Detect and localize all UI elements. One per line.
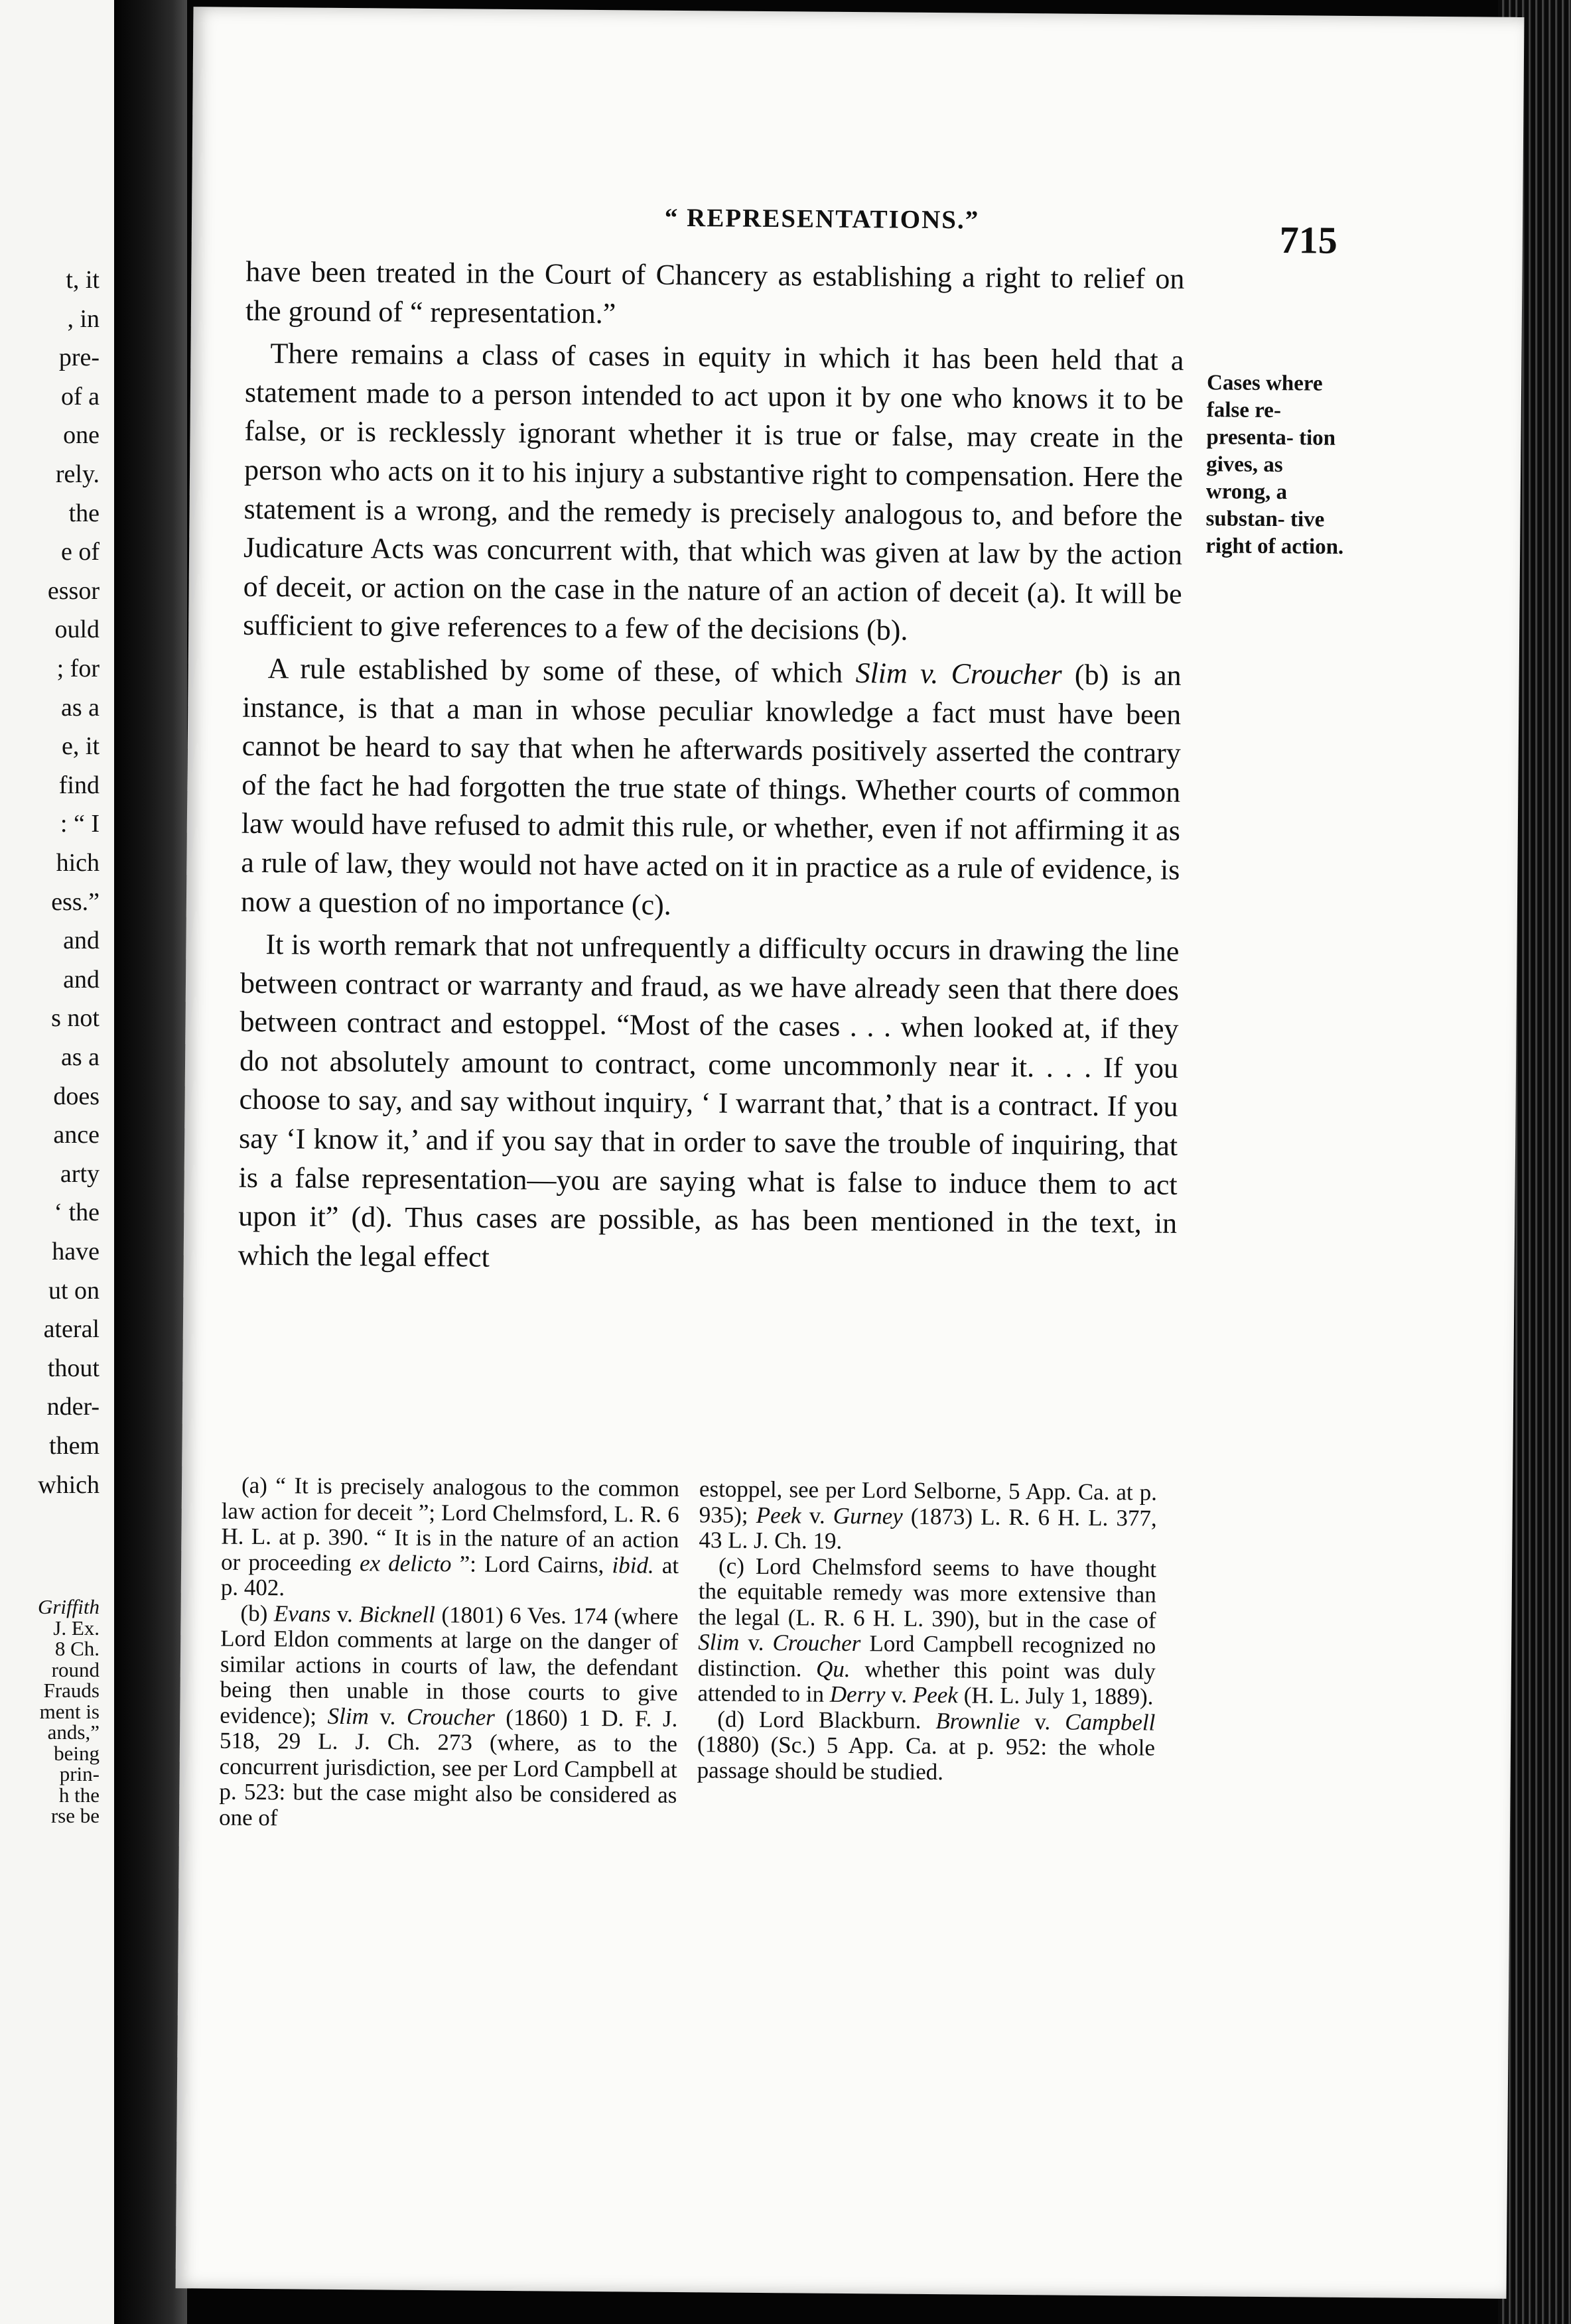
left-page-fragment: does xyxy=(53,1082,100,1110)
left-page-fragment: ess.” xyxy=(51,887,100,916)
left-page-fragment: and xyxy=(63,927,100,955)
paragraph-1: have been treated in the Court of Chancery as establishing a right to relief on the ground of “ representation.” xyxy=(245,255,1185,330)
left-page-fragment: being xyxy=(54,1741,100,1765)
left-page-fragment: prin- xyxy=(59,1762,100,1785)
left-page-fragment: e, it xyxy=(62,732,100,761)
body-text xyxy=(238,253,1184,1287)
footnote-a-text-2: ”: Lord Cairns, xyxy=(451,1550,612,1578)
footnote-c-v-2: v. xyxy=(885,1681,914,1708)
footnote-b-case-bicknell: Bicknell xyxy=(359,1600,436,1628)
footnote-c-text-2: Lord Campbell recognized no distinction. xyxy=(697,1630,1156,1682)
footnote-b-text-3: (1860) 1 D. F. J. 518, 29 L. J. Ch. 273 (where, as to the concurrent jurisdiction, see per Lord Campbell at p. 523: but the case might also be considered as one of xyxy=(218,1704,678,1831)
adjacent-left-page xyxy=(0,0,114,2324)
book-binding-shadow xyxy=(114,0,187,2324)
left-page-fragment: as a xyxy=(60,693,100,722)
left-page-fragment: as a xyxy=(60,1043,100,1071)
footnote-a xyxy=(221,1473,679,1604)
footnote-a-ibid: ibid. xyxy=(612,1551,654,1579)
left-page-fragment: h the xyxy=(58,1783,100,1807)
left-page-fragment: rely. xyxy=(55,460,100,488)
left-page-fragment: : “ I xyxy=(60,810,100,838)
left-page-fragment: ance xyxy=(53,1121,100,1149)
left-page-fragment: them xyxy=(49,1432,100,1460)
running-head: “ REPRESENTATIONS.” xyxy=(664,203,980,235)
left-page-fragment: essor xyxy=(47,576,100,605)
left-page-fragment: pre- xyxy=(58,344,100,372)
footnote-b-text-2: (1801) 6 Ves. 174 (where Lord Eldon comments at large on the danger of similar actions in courts of law, the defendant being then unable in those courts to give evidence); xyxy=(220,1601,679,1729)
left-page-fragment: thout xyxy=(47,1354,100,1382)
footnote-d-v: v. xyxy=(1020,1708,1065,1735)
case-name-slim-v-croucher: Slim v. Croucher xyxy=(855,656,1062,691)
left-page-fragment: which xyxy=(38,1470,100,1499)
footnote-c-case-derry: Derry xyxy=(829,1681,886,1708)
paragraph-3 xyxy=(241,649,1182,929)
left-page-fragment: ateral xyxy=(43,1315,100,1344)
left-page-fragment: t, it xyxy=(66,266,100,294)
footnote-c-qu: Qu. xyxy=(815,1655,851,1682)
footnote-b-cont-text-1: estoppel, see per Lord Selborne, 5 App. Ca. at p. 935); xyxy=(699,1476,1158,1528)
paragraph-3-text-a: A rule established by some of these, of which xyxy=(267,652,856,689)
left-page-fragment: one xyxy=(63,421,100,450)
left-page-fragment: ‘ the xyxy=(54,1198,100,1227)
left-page-fragment: ; for xyxy=(56,655,100,682)
left-page-fragment: nder- xyxy=(46,1393,100,1421)
footnote-b-cont-v: v. xyxy=(801,1502,833,1529)
footnote-b-v-2: v. xyxy=(368,1703,407,1730)
footnote-b-cont-case-peek: Peek xyxy=(756,1502,801,1528)
footnote-c-v-1: v. xyxy=(739,1629,773,1656)
footnote-b xyxy=(219,1600,679,1834)
page-number: 715 xyxy=(1279,218,1338,262)
footnote-d-case-campbell: Campbell xyxy=(1065,1709,1156,1736)
left-page-fragment: s not xyxy=(51,1004,100,1033)
footnotes xyxy=(218,1473,1177,1984)
left-page-fragment: hich xyxy=(56,849,100,877)
left-page-fragment: find xyxy=(58,771,100,799)
left-page-fragment: , in xyxy=(67,304,100,333)
left-page-fragment: the xyxy=(68,499,100,527)
footnote-a-italic: ex delicto xyxy=(359,1549,452,1577)
footnote-a-text-3: at p. 402. xyxy=(220,1552,679,1601)
footnote-c-text-3: whether this point was duly attended to in xyxy=(697,1655,1156,1707)
footnote-d-text-1: (d) Lord Blackburn. xyxy=(717,1705,936,1734)
footnote-c-case-peek: Peek xyxy=(912,1681,959,1709)
left-page-fragment: and xyxy=(63,965,100,994)
footnote-b-continued xyxy=(699,1476,1157,1557)
book-page xyxy=(176,7,1525,2299)
footnote-c-case-slim: Slim xyxy=(698,1629,740,1655)
footnote-c-text-4: (H. L. July 1, 1889). xyxy=(957,1682,1154,1710)
left-page-fragment: rse be xyxy=(50,1804,100,1827)
paragraph-3-text-b: (b) is an instance, is that a man in whose peculiar knowledge a fact must have been cannot be heard to say that when he afterwards positively asserted the contrary of the fact he had forgotten the true state of things. Whether courts of common law would have refused to admit this rule, or whether, even if not affirming it as a rule of law, they would not have acted on it in practice as a rule of evidence, is now a question of no importance (c). xyxy=(240,658,1182,921)
left-page-fragment: e of xyxy=(60,538,100,566)
paragraph-4: It is worth remark that not unfrequently a difficulty occurs in drawing the line between contract or warranty and fraud, as we have already seen that there does between contract and estoppel. “Most of the cases . . . when looked at, if they do not absolutely amount to contract, come uncommonly near it. . . . If you choose to say, and say without inquiry, ‘ I warrant that,’ that is a contract. If you say ‘I know it,’ and if you say that in order to save the trouble of inquiring, that is a false representation—you are saying what is false to induce them to act upon it” (d). Thus cases are possible, as has been mentioned in the text, in which the legal effect xyxy=(238,928,1180,1273)
paragraph-2: There remains a class of cases in equity in which it has been held that a statement made to a person intended to act upon it by one who knows it to be false, or is recklessly ignorant whether it is true or false, may create in the person who acts on it to his injury a substantive right to compensation. Here the statement is a wrong, and the remedy is precisely analogous to, and before the Judicature Acts was concurrent with, that which was given at law by the action of deceit, or action on the case in the nature of an action of deceit (a). It will be sufficient to give references to a few of the decisions (b). xyxy=(243,337,1184,647)
footnote-c xyxy=(697,1553,1156,1710)
footnotes-left-column xyxy=(219,1473,679,1834)
footnote-b-mark: (b) xyxy=(240,1600,274,1626)
left-page-fragment: J. Ex. xyxy=(53,1616,100,1640)
footnote-b-cont-case-gurney: Gurney xyxy=(833,1502,903,1529)
footnote-b-case-croucher: Croucher xyxy=(406,1703,495,1730)
footnotes-right-column xyxy=(697,1476,1158,1786)
marginal-note: Cases where false re- presenta- tion gives, as wrong, a substan- tive right of action. xyxy=(1205,371,1344,559)
left-page-fragment: ut on xyxy=(48,1276,100,1305)
left-page-fragment: ands,” xyxy=(47,1720,100,1744)
footnote-b-cont-text-2: (1873) L. R. 6 H. L. 377, 43 L. J. Ch. 19. xyxy=(699,1503,1157,1554)
left-page-fragment: ment is xyxy=(39,1699,100,1723)
footnote-b-v-1: v. xyxy=(330,1600,360,1627)
left-page-fragment: of a xyxy=(60,382,100,411)
footnote-c-case-croucher: Croucher xyxy=(772,1630,861,1657)
left-page-fragment: round xyxy=(51,1657,100,1681)
footnote-d-case-brownlie: Brownlie xyxy=(935,1707,1020,1734)
footnote-b-case-slim: Slim xyxy=(327,1703,370,1729)
left-page-fragment: have xyxy=(52,1238,100,1265)
left-page-fragment: Griffith xyxy=(37,1595,100,1618)
footnote-d xyxy=(697,1707,1156,1787)
left-page-fragment: ould xyxy=(54,615,100,644)
footnote-b-case-evans: Evans xyxy=(273,1600,331,1627)
footnote-a-text-1: (a) “ It is precisely analogous to the common law action for deceit ”; Lord Chelmsford, L. R. 6 H. L. at p. 390. “ It is in the nature of an action or proceeding xyxy=(220,1472,680,1576)
footnote-c-text-1: (c) Lord Chelmsford seems to have thought the equitable remedy was more extensive than the legal (L. R. 6 H. L. 390), but in the case of xyxy=(698,1552,1157,1634)
left-page-fragment: arty xyxy=(60,1159,100,1188)
left-page-fragment: Frauds xyxy=(43,1679,100,1702)
left-page-fragment: 8 Ch. xyxy=(54,1637,100,1660)
footnote-d-text-2: (1880) (Sc.) 5 App. Ca. at p. 952: the whole passage should be studied. xyxy=(697,1731,1156,1785)
